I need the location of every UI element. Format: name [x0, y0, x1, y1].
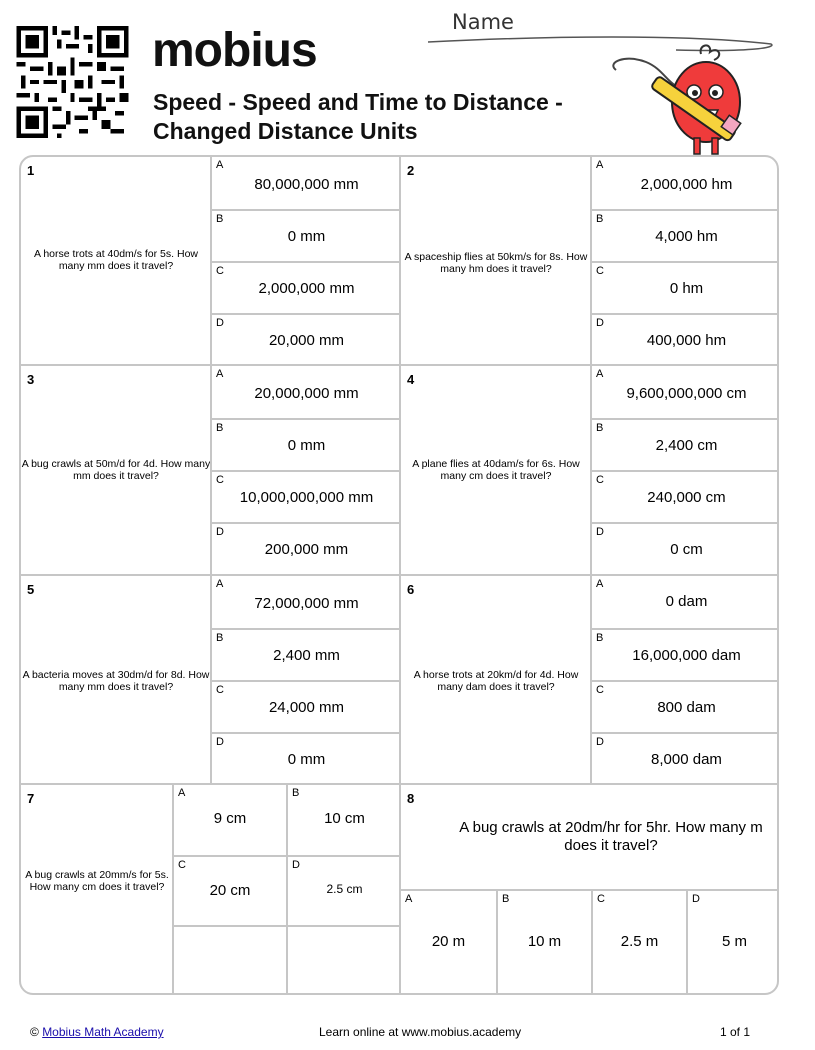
option-label: B	[596, 213, 604, 225]
page-number: 1 of 1	[720, 1025, 751, 1039]
option-value: 400,000 hm	[646, 332, 727, 349]
option-d[interactable]	[210, 522, 401, 576]
option-b[interactable]	[210, 209, 401, 261]
option-value: 20 cm	[209, 882, 251, 899]
question-2	[401, 157, 779, 366]
option-value: 20 m	[431, 933, 466, 950]
option-label: A	[178, 787, 186, 799]
footer-center: Learn online at www.mobius.academy	[319, 1025, 522, 1039]
option-value: 0 mm	[287, 751, 326, 768]
option-label: C	[596, 265, 604, 277]
option-value: 0 cm	[670, 541, 703, 558]
option-label: C	[216, 684, 224, 696]
question-7	[21, 785, 401, 995]
option-label: D	[216, 526, 224, 538]
option-label: B	[596, 422, 604, 434]
name-label: Name	[452, 10, 514, 34]
option-value: 72,000,000 mm	[254, 595, 359, 612]
option-label: B	[216, 632, 224, 644]
option-a[interactable]	[590, 157, 779, 209]
option-d[interactable]	[286, 855, 401, 925]
footer-left	[30, 1025, 164, 1039]
option-label: D	[596, 526, 604, 538]
footer-link[interactable]: Mobius Math Academy	[42, 1025, 164, 1039]
question-text: A bug crawls at 50m/d for 4d. How many mm does it travel?	[21, 458, 211, 482]
option-label: A	[596, 159, 604, 171]
option-value: 20,000,000 mm	[254, 385, 359, 402]
option-value: 2.5 m	[620, 933, 659, 950]
option-label: C	[596, 684, 604, 696]
question-text: A bug crawls at 20dm/hr for 5hr. How many m does it travel?	[459, 819, 763, 854]
option-b[interactable]	[496, 889, 591, 995]
option-d[interactable]	[590, 732, 779, 785]
option-d[interactable]	[210, 313, 401, 366]
option-c[interactable]	[590, 261, 779, 313]
question-text: A spaceship flies at 50km/s for 8s. How many hm does it travel?	[404, 251, 588, 275]
option-value: 0 mm	[287, 228, 326, 245]
option-value: 8,000 dam	[651, 751, 722, 768]
option-value: 0 mm	[287, 437, 326, 454]
option-label: A	[405, 893, 413, 905]
option-value: 24,000 mm	[268, 699, 345, 716]
question-text: A bacteria moves at 30dm/d for 8d. How many mm does it travel?	[22, 669, 210, 693]
option-a[interactable]	[590, 366, 779, 418]
option-label: B	[292, 787, 300, 799]
option-label: D	[692, 893, 700, 905]
option-value: 2,400 cm	[655, 437, 718, 454]
option-b[interactable]	[210, 418, 401, 470]
option-label: C	[216, 265, 224, 277]
option-b[interactable]	[286, 785, 401, 855]
option-b[interactable]	[590, 209, 779, 261]
option-label: B	[596, 632, 604, 644]
option-a[interactable]	[210, 366, 401, 418]
option-value: 16,000,000 dam	[632, 647, 741, 664]
option-a[interactable]	[590, 576, 779, 628]
question-text: A horse trots at 40dm/s for 5s. How many mm does it travel?	[34, 248, 198, 272]
question-8	[401, 785, 779, 995]
option-label: D	[216, 317, 224, 329]
option-a[interactable]	[401, 889, 496, 995]
option-label: A	[216, 159, 224, 171]
question-6	[401, 576, 779, 785]
option-label: C	[597, 893, 605, 905]
option-value: 0 hm	[669, 280, 704, 297]
question-number: 1	[27, 163, 35, 178]
option-label: A	[596, 578, 604, 590]
option-b[interactable]	[210, 628, 401, 680]
question-4	[401, 366, 779, 576]
option-c[interactable]	[210, 261, 401, 313]
option-c[interactable]	[210, 470, 401, 522]
option-value: 4,000 hm	[655, 228, 718, 245]
option-value: 9 cm	[213, 810, 247, 827]
copyright-symbol: ©	[30, 1025, 39, 1039]
option-value: 200,000 mm	[264, 541, 349, 558]
mascot-icon	[606, 40, 756, 160]
option-d[interactable]	[590, 522, 779, 576]
option-label: B	[502, 893, 510, 905]
question-number: 5	[27, 582, 35, 597]
option-label: D	[596, 736, 604, 748]
option-value: 5 m	[721, 933, 747, 950]
option-label: B	[216, 422, 224, 434]
option-value: 20,000 mm	[268, 332, 345, 349]
page-title: Speed - Speed and Time to Distance - Changed Distance Units	[153, 89, 563, 144]
question-number: 8	[407, 791, 415, 806]
option-value: 9,600,000,000 cm	[626, 385, 747, 402]
question-number: 3	[27, 372, 35, 387]
option-a[interactable]	[210, 157, 401, 209]
option-label: C	[216, 474, 224, 486]
option-c[interactable]	[591, 889, 686, 995]
option-d[interactable]	[686, 889, 779, 995]
question-text: A plane flies at 40dam/s for 6s. How many cm does it travel?	[412, 458, 580, 482]
option-label: C	[596, 474, 604, 486]
option-d[interactable]	[210, 732, 401, 785]
option-value: 2,400 mm	[273, 647, 340, 664]
question-text: A bug crawls at 20mm/s for 5s. How many cm does it travel?	[25, 869, 169, 893]
question-1	[21, 157, 401, 366]
option-value: 800 dam	[657, 699, 716, 716]
option-c[interactable]	[172, 855, 286, 925]
option-value: 2,000,000 hm	[640, 176, 733, 193]
question-number: 4	[407, 372, 415, 387]
option-label: D	[596, 317, 604, 329]
option-label: A	[596, 368, 604, 380]
option-c[interactable]	[590, 680, 779, 732]
question-number: 7	[27, 791, 35, 806]
option-label: D	[292, 859, 300, 871]
option-value: 10 cm	[324, 810, 365, 827]
option-label: B	[216, 213, 224, 225]
question-grid	[19, 155, 779, 995]
qr-code-icon	[16, 26, 129, 138]
option-value: 2,000,000 mm	[258, 280, 355, 297]
question-5	[21, 576, 401, 785]
option-label: C	[178, 859, 186, 871]
option-b[interactable]	[590, 418, 779, 470]
option-value: 2.5 cm	[326, 882, 363, 896]
option-c[interactable]	[210, 680, 401, 732]
option-a[interactable]	[172, 785, 286, 855]
question-3	[21, 366, 401, 576]
option-label: A	[216, 578, 224, 590]
empty-cell	[286, 925, 401, 995]
option-value: 240,000 cm	[647, 489, 726, 506]
option-c[interactable]	[590, 470, 779, 522]
brand-logo: mobius	[152, 24, 317, 77]
question-number: 6	[407, 582, 415, 597]
empty-cell	[172, 925, 286, 995]
option-label: D	[216, 736, 224, 748]
option-a[interactable]	[210, 576, 401, 628]
option-value: 0 dam	[665, 593, 708, 610]
option-value: 10 m	[527, 933, 562, 950]
option-d[interactable]	[590, 313, 779, 366]
question-number: 2	[407, 163, 415, 178]
option-label: A	[216, 368, 224, 380]
question-text: A horse trots at 20km/d for 4d. How many dam does it travel?	[413, 669, 579, 693]
option-b[interactable]	[590, 628, 779, 680]
option-value: 10,000,000,000 mm	[239, 489, 374, 506]
option-value: 80,000,000 mm	[254, 176, 359, 193]
